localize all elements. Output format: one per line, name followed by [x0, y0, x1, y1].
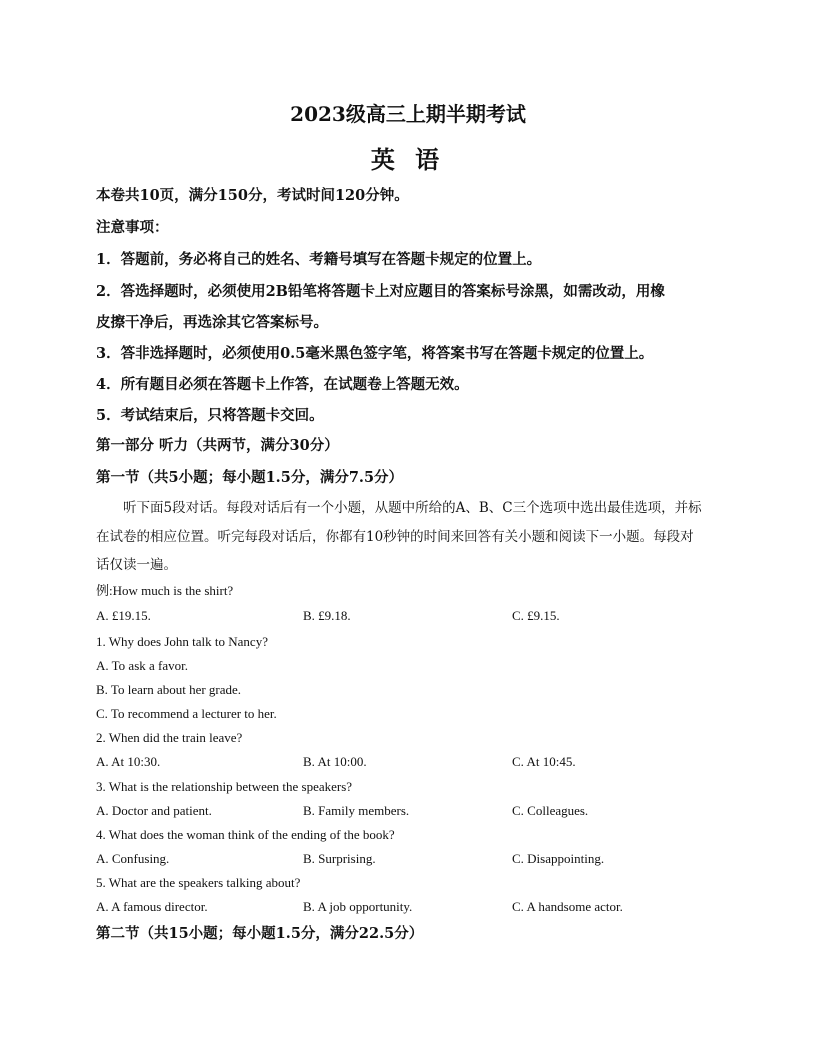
question-1-option-c: C. To recommend a lecturer to her.: [96, 706, 277, 721]
exam-title: 2023级高三上期半期考试: [290, 102, 526, 126]
question-4-option-c: C. Disappointing.: [512, 851, 605, 866]
notice-1: 1．答题前，务必将自己的姓名、考籍号填写在答题卡规定的位置上。: [96, 251, 542, 268]
question-2-option-b: B. At 10:00.: [303, 754, 367, 769]
exam-intro: 本卷共10页，满分150分，考试时间120分钟。: [96, 187, 409, 204]
question-1-option-b: B. To learn about her grade.: [96, 682, 242, 697]
instructions-line-2: 在试卷的相应位置。听完每段对话后，你都有10秒钟的时间来回答有关小题和阅读下一小题。每段对: [96, 529, 694, 545]
question-4: 4. What does the woman think of the ending of the book?: [96, 827, 395, 842]
instructions-line-3: 话仅读一遍。: [96, 557, 177, 573]
question-2-option-a: A. At 10:30.: [96, 754, 161, 769]
example-question: 例:How much is the shirt?: [96, 583, 234, 598]
question-2: 2. When did the train leave?: [96, 730, 243, 745]
notice-2-cont: 皮擦干净后，再选涂其它答案标号。: [96, 314, 328, 331]
section-2-heading: 第二节（共15小题；每小题1.5分，满分22.5分）: [96, 925, 424, 942]
subject-title: 英 语: [370, 145, 446, 174]
notice-5: 5．考试结束后，只将答题卡交回。: [96, 407, 324, 424]
question-5-option-a: A. A famous director.: [96, 899, 208, 914]
question-3-option-c: C. Colleagues.: [512, 803, 589, 818]
section-1-heading: 第一节（共5小题；每小题1.5分，满分7.5分）: [96, 469, 404, 486]
instructions-line-1: 听下面5段对话。每段对话后有一个小题，从题中所给的A、B、C三个选项中选出最佳选项，并标: [96, 500, 702, 516]
example-option-a: A. £19.15.: [96, 608, 151, 623]
notice-4: 4．所有题目必须在答题卡上作答，在试题卷上答题无效。: [96, 376, 469, 393]
question-1: 1. Why does John talk to Nancy?: [96, 634, 268, 649]
notice-heading: 注意事项：: [96, 219, 169, 236]
question-5-option-b: B. A job opportunity.: [303, 899, 413, 914]
question-2-option-c: C. At 10:45.: [512, 754, 576, 769]
question-3-option-b: B. Family members.: [303, 803, 410, 818]
example-option-c: C. £9.15.: [512, 608, 560, 623]
part-1-heading: 第一部分 听力（共两节，满分30分）: [96, 437, 339, 454]
question-3: 3. What is the relationship between the speakers?: [96, 779, 353, 794]
question-5-option-c: C. A handsome actor.: [512, 899, 623, 914]
question-4-option-a: A. Confusing.: [96, 851, 170, 866]
question-5: 5. What are the speakers talking about?: [96, 875, 301, 890]
question-1-option-a: A. To ask a favor.: [96, 658, 188, 673]
question-4-option-b: B. Surprising.: [303, 851, 376, 866]
example-option-b: B. £9.18.: [303, 608, 351, 623]
notice-2: 2．答选择题时，必须使用2B铅笔将答题卡上对应题目的答案标号涂黑，如需改动，用橡: [96, 283, 665, 300]
question-3-option-a: A. Doctor and patient.: [96, 803, 212, 818]
notice-3: 3．答非选择题时，必须使用0.5毫米黑色签字笔，将答案书写在答题卡规定的位置上。: [96, 345, 654, 362]
